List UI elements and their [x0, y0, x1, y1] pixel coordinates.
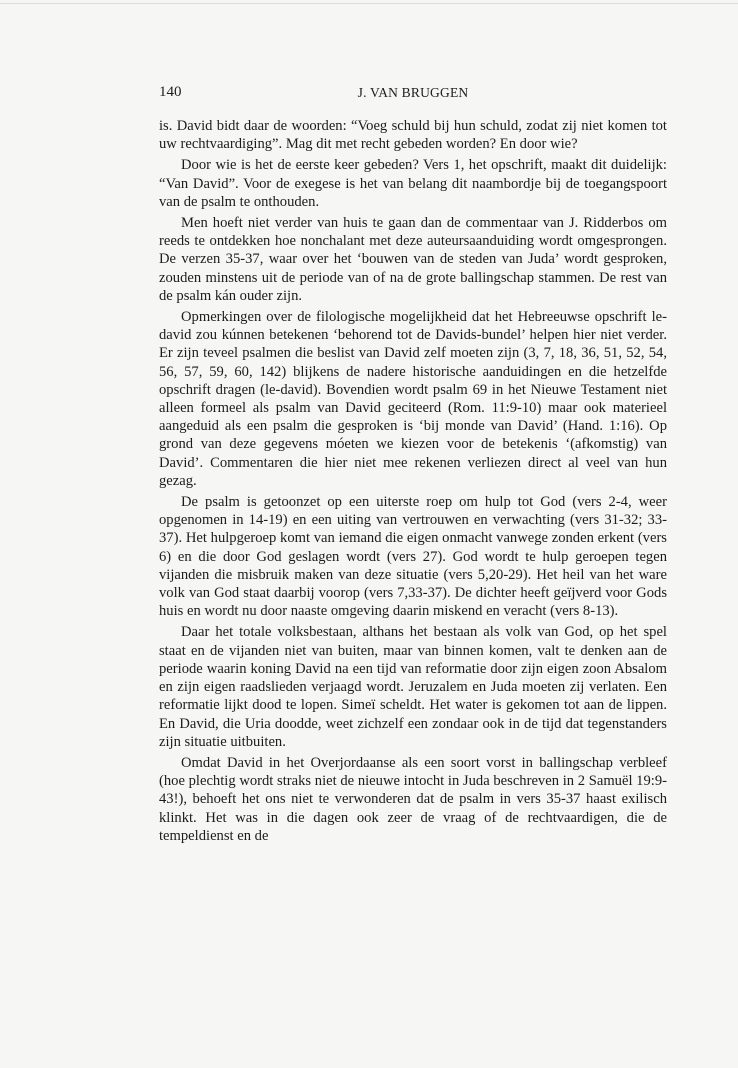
page-header	[159, 84, 667, 106]
body-text	[159, 117, 667, 848]
page-number: 140	[159, 84, 182, 100]
paragraph: is. David bidt daar de woorden: “Voeg schuld bij hun schuld, zodat zij niet komen tot uw rechtvaardiging”. Mag dit met recht gebeden worden? En door wie?	[159, 118, 667, 153]
paragraph: Men hoeft niet verder van huis te gaan dan de commentaar van J. Ridderbos om reeds te ontdekken hoe nonchalant met deze auteursaanduiding wordt omgesprongen. De verzen 35-37, waar over het ‘bouwen van de steden van Juda’ wordt gesproken, zouden minstens uit de periode van of na de grote ballingschap stammen. De rest van de psalm kán ouder zijn.	[159, 215, 667, 304]
paragraph: Omdat David in het Overjordaanse als een soort vorst in ballingschap verbleef (hoe plechtig wordt straks niet de nieuwe intocht in Juda beschreven in 2 Samuël 19:9-43!), behoeft het ons niet te verwonderen dat de psalm in vers 35-37 haast exilisch klinkt. Het was in die dagen ook zeer de vraag of de rechtvaardigen, die de tempeldienst en de	[159, 754, 667, 844]
paragraph: Opmerkingen over de filologische mogelijkheid dat het Hebreeuwse opschrift le-david zou kúnnen betekenen ‘behorend tot de Davids-bundel’ helpen hier niet verder. Er zijn teveel psalmen die beslist van David zelf moeten zijn (3, 7, 18, 36, 51, 52, 54, 56, 57, 59, 60, 142) blijkens de nadere historische aanduidingen en die hetzelfde opschrift dragen (le-david). Bovendien wordt psalm 69 in het Nieuwe Testament niet alleen formeel als psalm van David geciteerd (Rom. 11:9-10) maar ook materieel aangeduid als een psalm die gesproken is ‘bij monde van David’ (Hand. 1:16). Op grond van deze gegevens móeten we kiezen voor de betekenis ‘(afkomstig) van David’. Commentaren die hier niet mee rekenen verliezen direct al veel van hun gezag.	[159, 309, 667, 489]
running-head: J. VAN BRUGGEN	[357, 85, 469, 100]
paragraph: De psalm is getoonzet op een uiterste roep om hulp tot God (vers 2-4, weer opgenomen in 14-19) en een uiting van vertrouwen en verwachting (vers 31-32; 33-37). Het hulpgeroep komt van iemand die eigen onmacht vanwege zonden erkent (vers 6) en die door God geslagen wordt (vers 27). God wordt te hulp geroepen tegen vijanden die misbruik maken van deze situatie (vers 5,20-29). Het heil van het ware volk van God staat daarbij voorop (vers 7,33-37). De dichter heeft geïjverd voor Gods huis en wordt nu door naaste omgeving daarin miskend en veracht (vers 8-13).	[159, 494, 667, 620]
paragraph: Daar het totale volksbestaan, althans het bestaan als volk van God, op het spel staat en de vijanden niet van buiten, maar van binnen komen, valt te denken aan de periode waarin koning David na een tijd van reformatie door zijn eigen zoon Absalom en zijn eigen raadslieden verjaagd wordt. Jeruzalem en Juda moeten zij verlaten. Een reformatie lijkt dood te lopen. Simeï scheldt. Het water is gekomen tot aan de lippen. En David, die Uria doodde, weet zichzelf een zondaar ook in de tijd dat tegenstanders zijn situatie uitbuiten.	[159, 624, 667, 750]
paragraph: Door wie is het de eerste keer gebeden? Vers 1, het opschrift, maakt dit duidelijk: “Van David”. Voor de exegese is het van belang dit naambordje bij de toegangspoort van de psalm te onthouden.	[159, 157, 667, 210]
top-rule	[0, 3, 738, 4]
